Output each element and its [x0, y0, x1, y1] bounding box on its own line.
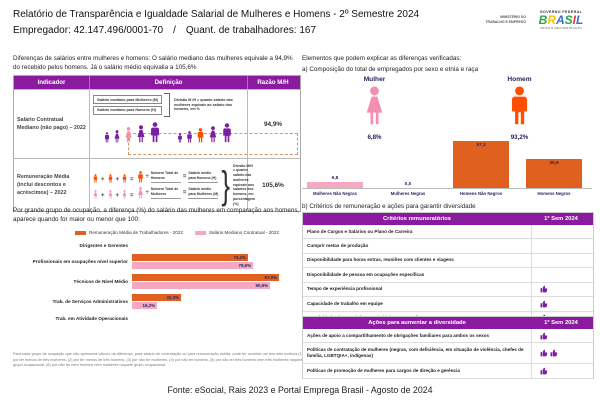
indicator-table-header: [14, 76, 300, 89]
criteria-row: [303, 239, 593, 253]
occupation-row: [13, 294, 301, 309]
criteria-status: [531, 283, 591, 296]
brand-letter: S: [564, 13, 573, 27]
criteria-row: [303, 254, 593, 268]
actions-table-header: [303, 317, 593, 329]
bar: [132, 254, 248, 261]
woman-icon: [208, 126, 218, 143]
occupation-chart: [13, 241, 301, 327]
occupation-chart-intro: Por grande grupo de ocupação, a diferença (%) do salário das mulheres em comparação aos homens, aparece quando for maior ou menor que 100:: [13, 207, 300, 223]
brace-shape: }: [221, 162, 231, 208]
actions-period-label: 1º Sem 2024: [544, 320, 578, 326]
criteria-row: [303, 343, 593, 364]
bar-value-label: 79,5%: [238, 263, 251, 268]
ratio-value-mean: 105,6%: [262, 181, 284, 189]
bar-category-label: Mulheres Não Negras: [313, 191, 357, 196]
women-sum-pictogram: [93, 187, 144, 199]
man-icon-large: [508, 86, 531, 131]
legend-label: Salário Mediano Contratual - 2022: [208, 230, 279, 235]
women-group-pictogram: [104, 122, 161, 143]
column-header-ratio: Razão M/H: [257, 79, 289, 86]
criteria-row: [303, 297, 593, 311]
criteria-status: [531, 239, 591, 252]
occupation-row: [13, 241, 301, 249]
operator: +: [101, 177, 105, 183]
thumbs-up-icon: [540, 300, 548, 308]
gender-split-pictogram: [302, 76, 592, 141]
criteria-label: Capacidade de trabalho em equipe: [307, 300, 383, 306]
item-a-heading: a) Composição do total de empregados por sexo e etnia e raça: [302, 66, 479, 73]
division-note: Divisão M/H = quanto salário das mulheres equivale aos salários dos homens, em porcentagem (%): [233, 163, 256, 206]
man-icon: [177, 133, 183, 143]
occupation-bars: [132, 254, 253, 269]
bar: [132, 274, 279, 281]
operator: +: [101, 193, 105, 199]
criteria-row: [303, 225, 593, 239]
women-share: [302, 76, 447, 141]
actions-header-label: Ações para aumentar a diversidade: [368, 320, 466, 326]
thumbs-up-icon: [540, 285, 548, 293]
brand-letter: R: [547, 13, 556, 27]
criteria-row: [303, 364, 593, 378]
occupation-category-label: Técnicos de Nível Médio: [73, 279, 128, 284]
criteria-status: [531, 225, 591, 238]
thumbs-up-icon: [540, 332, 548, 340]
equals-operator: =: [182, 174, 187, 180]
woman-icon: [136, 125, 146, 143]
women-equation: [93, 187, 218, 199]
government-logo: [482, 10, 590, 30]
equals-operator: =: [182, 190, 187, 196]
men-equation: [93, 171, 218, 183]
criteria-header-label: Critérios remuneratórios: [383, 216, 451, 222]
indicator-table: [13, 75, 301, 212]
man-icon: [149, 122, 161, 143]
criteria-rows: [303, 225, 593, 326]
employer-line: [13, 25, 480, 36]
man-icon: [186, 131, 193, 143]
diversity-actions-table: [302, 316, 594, 379]
pink-swatch: [195, 231, 206, 235]
remuneration-criteria-table: [302, 212, 594, 326]
criteria-row: [303, 283, 593, 297]
operator: =: [130, 177, 134, 183]
criteria-status: [531, 329, 591, 342]
bar-value-label: 35,9: [549, 161, 559, 166]
criteria-status: [531, 254, 591, 267]
employer-id: Empregador: 42.147.496/0001-70: [13, 25, 164, 36]
definition-mean: [90, 159, 256, 211]
operator: =: [130, 193, 134, 199]
man-percentage: 93,2%: [510, 134, 529, 141]
table-row: [14, 158, 300, 211]
man-icon: [93, 174, 98, 183]
actions-rows: [303, 329, 593, 379]
ratio-value-median: 94,9%: [263, 120, 283, 128]
criteria-status: [531, 343, 591, 363]
occupation-row: [13, 274, 301, 289]
page-title: Relatório de Transparência e Igualdade Salarial de Mulheres e Homens - 2º Semestre 2024: [13, 9, 420, 20]
brand-letter: A: [555, 13, 565, 27]
man-icon: [104, 132, 110, 143]
composition-chart-bars: [302, 138, 592, 189]
occupation-category-label: Trab. em Atividade Operacionais: [55, 315, 128, 321]
woman-percentage: 6,8%: [367, 134, 382, 141]
bar-column: [377, 182, 439, 188]
legend-label: Remuneração Média de Trabalhadores - 2022: [89, 230, 183, 235]
occupation-row: [13, 254, 301, 269]
woman-icon: [122, 190, 127, 199]
definition-boxes: [93, 93, 244, 117]
occupation-category-label: Trab. de Serviços Administrativos: [52, 299, 128, 304]
salary-difference-intro: Diferenças de salários entre mulheres e homens: O salário mediano das mulheres equivale a 94,9% do recebido pelos homens. Já o salário médio equivalia a 105,6%: [13, 55, 293, 71]
bar-value-label: 76,2%: [233, 255, 246, 260]
bar-value-label: 6,8: [331, 176, 339, 181]
occupation-bars: [132, 274, 279, 289]
woman-icon: [137, 187, 144, 199]
bar-category-label: Mulheres Negras: [390, 191, 426, 196]
brasil-logo: [532, 10, 590, 30]
criteria-label: Ações de apoio a compartilhamento de obrigações familiares para ambos os sexos: [307, 332, 490, 338]
bar: [132, 282, 270, 289]
bar-value-label: 57,3: [476, 143, 486, 148]
woman-icon: [124, 127, 133, 143]
thumbs-up-icon: [540, 367, 548, 375]
separator: /: [173, 25, 176, 36]
brand-letter: L: [576, 13, 584, 27]
gov-federal-label: GOVERNO FEDERAL: [539, 10, 583, 14]
criteria-label: Políticas de promoção de mulheres para cargos de direção e gerência: [307, 367, 460, 373]
definition-median: [90, 90, 248, 158]
criteria-label: Disponibilidade para horas extras, reuniões com clientes e viagens: [307, 257, 454, 263]
criteria-status: [531, 268, 591, 281]
criteria-label: Cumprir metas de produção: [307, 242, 369, 248]
man-icon: [137, 171, 144, 183]
bar-value-label: 32,3%: [166, 295, 179, 300]
bar: [307, 182, 363, 188]
division-note: Divisão M /H = quanto salário das mulheres equivale ao salário dos homens, em %: [174, 97, 233, 112]
report-header: [13, 9, 480, 36]
bar-value-label: 0,0: [404, 182, 412, 187]
women-median-box: Salário mediano para Mulheres (M): [93, 95, 162, 104]
elements-heading: Elementos que podem explicar as diferenças verificadas:: [302, 55, 462, 62]
thumbs-up-icon: [550, 349, 558, 357]
bar: [132, 262, 253, 269]
operator: +: [115, 193, 120, 199]
divide-operator: ÷: [145, 174, 149, 180]
criteria-period-label: 1º Sem 2024: [544, 216, 578, 222]
men-share: [447, 76, 592, 141]
women-mean-salary-label: Salário médio para Mulheres (M): [188, 187, 218, 198]
occupation-row: [13, 314, 301, 322]
criteria-label: Disponibilidade de pessoa em ocupações específicas: [307, 271, 425, 277]
people-pictogram-row: [93, 122, 244, 143]
bar-value-label: 90,9%: [255, 283, 268, 288]
criteria-label: Tempo de experiência profissional: [307, 286, 383, 292]
man-icon: [122, 174, 127, 183]
criteria-table-header: [303, 213, 593, 225]
man-label: Homem: [507, 76, 532, 83]
woman-icon: [108, 190, 113, 199]
gov-slogan: UNIÃO E RECONSTRUÇÃO: [539, 26, 583, 30]
legend-item-median: [195, 230, 279, 235]
bar: [526, 159, 582, 188]
brand-letter: B: [538, 13, 548, 27]
definition-box-stack: [93, 94, 162, 117]
workers-count: Quant. de trabalhadores: 167: [185, 25, 316, 36]
man-icon: [221, 123, 233, 143]
criteria-label: Políticas de contratação de mulheres (negras, com deficiência, em situação de violência, chefes de família, LGBTQIA+, indígenas): [307, 346, 524, 359]
men-group-pictogram: [177, 123, 233, 143]
women-total-label: Número Total de Mulheres: [151, 187, 181, 198]
bar-value-label: 16,2%: [142, 303, 155, 308]
equations: [93, 171, 218, 199]
occupation-category-label: Profissionais em ocupações nível superior: [32, 259, 128, 264]
bar-column: [304, 176, 366, 188]
man-icon: [108, 174, 113, 183]
men-mean-salary-label: Salário médio para Homens (H): [188, 171, 218, 182]
brasil-wordmark: [532, 14, 590, 26]
bracket-shape: [164, 93, 170, 117]
men-sum-pictogram: [93, 171, 144, 183]
bar: [453, 141, 509, 188]
indicator-median-salary: Salário Contratual Mediano (não pago) – 2022: [14, 90, 90, 158]
man-icon: [196, 128, 205, 143]
chart-footnote: Para cada grupo de ocupação que não apresenta cálculo da diferença, para salário de contratação ou para remuneração média, pode ter ocorrido um dos seis motivos:(1) por ter menos de três mulheres, (2) por ter menos de três homens, (3) por não ter mulheres, (4) por não ter homens, (5) por não ter três homens nem três mulheres naquele grupo ocupacional, (6) por não ter nem homens nem mulheres naquele grupo ocupacional.: [13, 352, 303, 367]
table-row: [14, 89, 300, 158]
thumbs-up-icon: [540, 349, 548, 357]
occupation-bars: [132, 294, 181, 309]
criteria-status: [531, 364, 591, 377]
composition-chart-labels: [302, 191, 592, 196]
woman-icon-large: [363, 86, 386, 131]
legend-item-mean: [75, 230, 183, 235]
orange-swatch: [75, 231, 86, 235]
bar-category-label: Homens Não Negros: [459, 191, 503, 196]
item-b-heading: b) Critérios de remuneração e ações para garantir diversidade: [302, 203, 476, 210]
indicator-mean-remuneration: Remuneração Média (inclui descontos e acréscimos) – 2022: [14, 159, 90, 211]
bar-category-label: Homens Negros: [537, 191, 571, 196]
men-median-box: Salário mediano para Homens (H): [93, 106, 162, 115]
bar: [132, 294, 181, 301]
ministry-name: MINISTÉRIO DO TRABALHO E EMPREGO: [485, 14, 526, 24]
source-footer: Fonte: eSocial, Rais 2023 e Portal Emprega Brasil - Agosto de 2024: [167, 385, 433, 395]
criteria-status: [531, 297, 591, 310]
divide-operator: ÷: [145, 190, 149, 196]
woman-icon: [363, 86, 386, 126]
bar-column: [523, 159, 585, 188]
woman-icon: [93, 190, 98, 199]
column-header-indicator: Indicador: [14, 76, 90, 89]
bar-value-label: 97,0%: [264, 275, 277, 280]
woman-icon: [113, 130, 121, 143]
criteria-label: Plano de Cargos e Salários ou Plano de Carreira: [307, 228, 413, 234]
brand-letter: I: [572, 13, 577, 27]
composition-chart: [302, 138, 592, 196]
occupation-category-label: Dirigentes e Gerentes: [79, 242, 128, 248]
men-total-label: Número Total de Homens: [151, 171, 181, 182]
column-header-definition: Definição: [90, 76, 248, 89]
bar-column: [450, 141, 512, 188]
operator: +: [115, 177, 120, 183]
criteria-row: [303, 329, 593, 343]
bar: [132, 302, 157, 309]
woman-label: Mulher: [363, 76, 386, 83]
chart-legend: [75, 230, 279, 235]
criteria-row: [303, 268, 593, 282]
man-icon: [508, 86, 531, 126]
